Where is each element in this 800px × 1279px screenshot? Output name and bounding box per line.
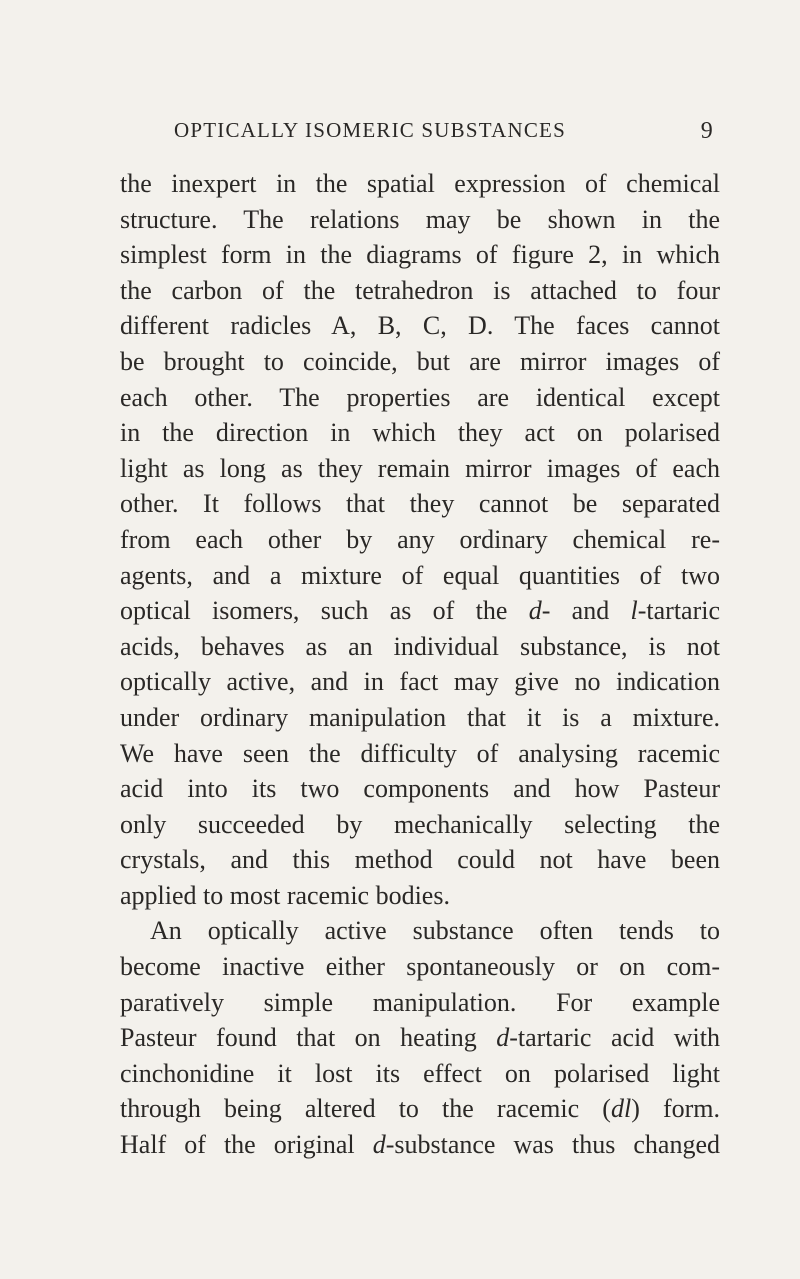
text-line: through being altered to the racemic (dl) form. [120, 1094, 720, 1124]
text-line: An optically active substance often tends to [150, 916, 720, 946]
text-line: under ordinary manipulation that it is a mixture. [120, 702, 720, 732]
text-line: We have seen the difficulty of analysing racemic [120, 738, 720, 768]
text-line: optically active, and in fact may give no indication [120, 667, 720, 697]
text-line: different radicles A, B, C, D. The faces cannot [120, 311, 720, 341]
paragraph-1 [120, 166, 720, 913]
text-line: in the direction in which they act on polarised [120, 418, 720, 448]
text-line: cinchonidine it lost its effect on polarised light [120, 1058, 720, 1088]
text-line: acid into its two components and how Pasteur [120, 774, 720, 804]
text-line: applied to most racemic bodies. [120, 880, 450, 910]
text-line: agents, and a mixture of equal quantities of two [120, 560, 720, 590]
text-line: other. It follows that they cannot be separated [120, 489, 720, 519]
running-title: OPTICALLY ISOMERIC SUBSTANCES [174, 118, 566, 142]
paragraph-2 [120, 913, 720, 1162]
text-line: each other. The properties are identical except [120, 382, 720, 412]
text-line: acids, behaves as an individual substance, is not [120, 631, 720, 661]
text-line: Half of the original d-substance was thus changed [120, 1130, 720, 1160]
text-line: simplest form in the diagrams of figure 2, in which [120, 240, 720, 270]
text-line: from each other by any ordinary chemical re- [120, 524, 720, 554]
body-text [120, 166, 720, 1163]
text-line: the carbon of the tetrahedron is attached to four [120, 275, 720, 305]
text-line: the inexpert in the spatial expression of chemical [120, 169, 720, 198]
text-line: crystals, and this method could not have been [120, 845, 720, 875]
text-line: structure. The relations may be shown in the [120, 204, 720, 234]
text-line: only succeeded by mechanically selecting the [120, 809, 720, 839]
text-line: be brought to coincide, but are mirror images of [120, 346, 720, 376]
page-number: 9 [700, 118, 714, 144]
text-line: optical isomers, such as of the d- and l-tartaric [120, 596, 720, 626]
text-line: paratively simple manipulation. For example [120, 987, 720, 1017]
text-line: Pasteur found that on heating d-tartaric acid with [120, 1023, 720, 1053]
text-line: become inactive either spontaneously or on com- [120, 952, 720, 982]
text-line: light as long as they remain mirror images of each [120, 453, 720, 483]
running-head [118, 118, 714, 148]
